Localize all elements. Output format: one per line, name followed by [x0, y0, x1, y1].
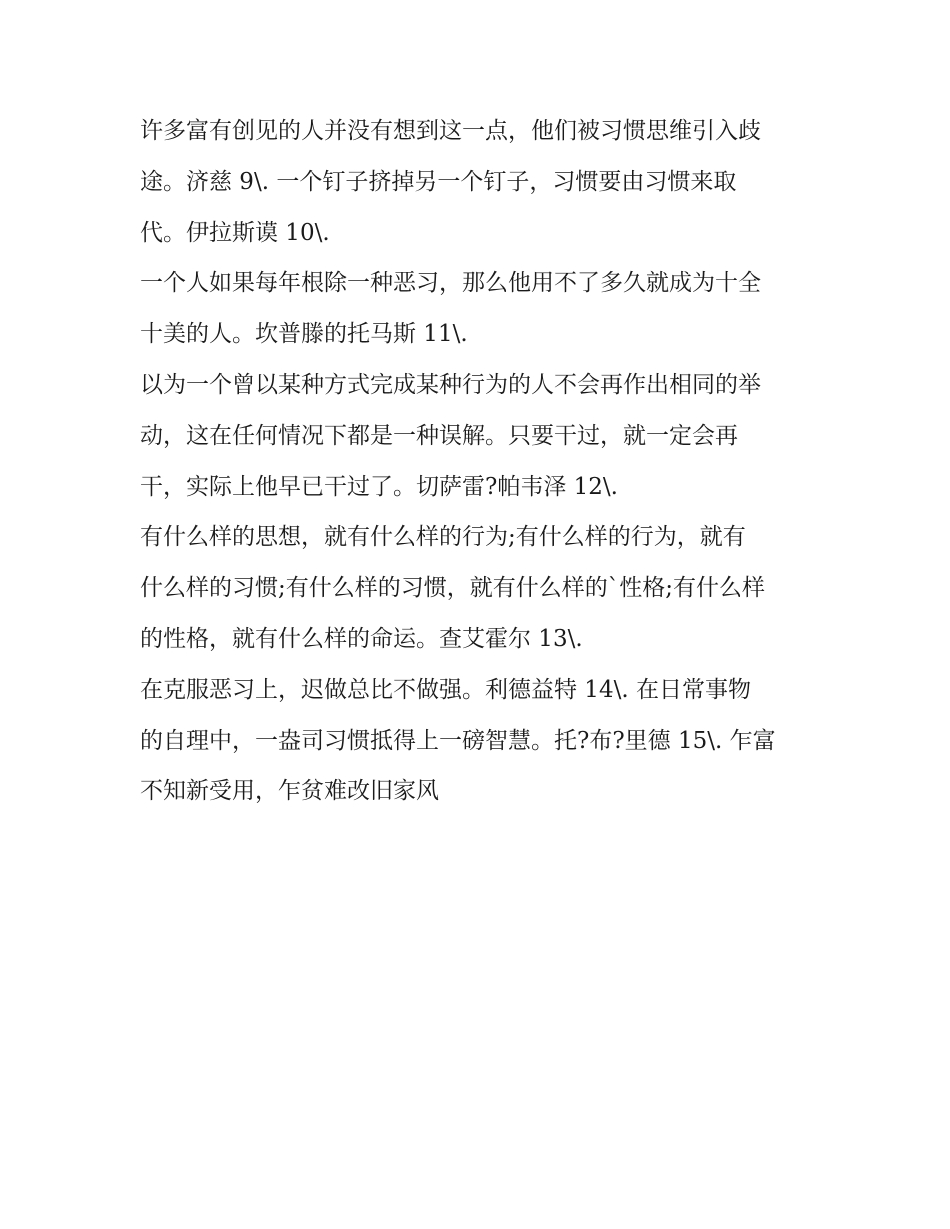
text-line: 许多富有创见的人并没有想到这一点，他们被习惯思维引入歧: [140, 118, 761, 144]
text-line: 以为一个曾以某种方式完成某种行为的人不会再作出相同的举: [140, 371, 761, 398]
text-line: 途。济慈 9\. 一个钉子挤掉另一个钉子，习惯要由习惯来取: [140, 168, 737, 195]
text-line: 一个人如果每年根除一种恶习，那么他用不了多久就成为十全: [140, 270, 761, 297]
text-line: 有什么样的思想，就有什么样的行为;有什么样的行为，就有: [140, 524, 746, 551]
text-line: 的性格，就有什么样的命运。查艾霍尔 13\.: [140, 625, 583, 652]
text-line: 动，这在任何情况下都是一种误解。只要干过，就一定会再: [140, 422, 738, 449]
text-line: 代。伊拉斯谟 10\.: [140, 219, 330, 246]
text-line: 的自理中，一盎司习惯抵得上一磅智慧。托?布?里德 15\. 乍富: [140, 727, 776, 754]
text-line: 什么样的习惯;有什么样的习惯，就有什么样的`性格;有什么样: [140, 575, 765, 602]
text-line: 不知新受用，乍贫难改旧家风: [140, 778, 439, 805]
text-line: 干，实际上他早已干过了。切萨雷?帕韦泽 12\.: [140, 473, 618, 500]
text-line: 十美的人。坎普滕的托马斯 11\.: [140, 321, 468, 348]
document-body: [140, 106, 820, 817]
text-line: 在克服恶习上，迟做总比不做强。利德益特 14\. 在日常事物: [140, 676, 751, 703]
